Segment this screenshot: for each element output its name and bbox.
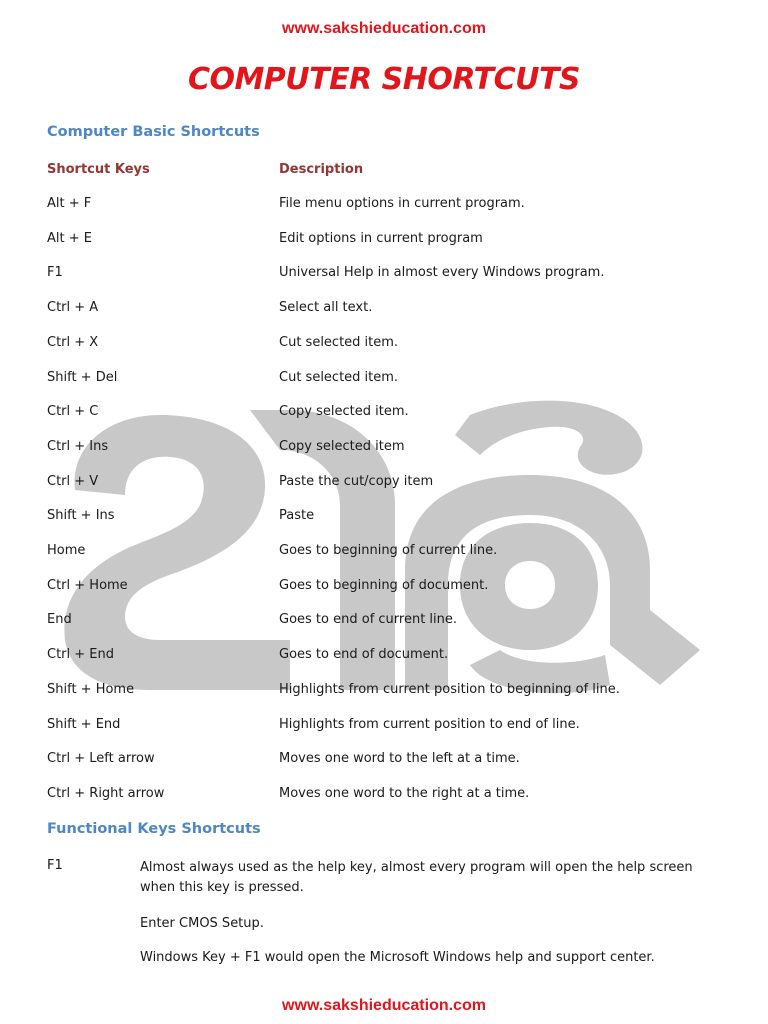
shortcut-description: Copy selected item [279,438,405,454]
shortcut-key: Ctrl + X [47,334,99,350]
function-description-line: Windows Key + F1 would open the Microsoft Windows help and support center. [140,950,655,965]
shortcut-description: Moves one word to the right at a time. [279,785,530,801]
shortcut-description: Universal Help in almost every Windows program. [279,265,605,281]
shortcut-key: Ctrl + Ins [47,438,109,454]
shortcut-key: Shift + Del [47,369,118,385]
table-row [0,300,768,320]
table-row [0,612,768,632]
shortcut-key: Shift + End [47,716,121,732]
table-row [0,474,768,494]
shortcut-description: Edit options in current program [279,230,483,246]
shortcut-description: File menu options in current program. [279,196,525,211]
shortcut-description: Highlights from current position to end of line. [279,716,580,732]
table-row [0,370,768,390]
shortcut-key: Alt + F [47,196,92,211]
functional-shortcuts-heading: Functional Keys Shortcuts [47,821,261,837]
table-row [0,717,768,737]
table-row [0,439,768,459]
shortcut-description: Cut selected item. [279,334,399,350]
table-row [0,751,768,771]
function-key-label: F1 [47,858,63,873]
shortcut-description: Goes to beginning of document. [279,577,489,593]
header-site-url: www.sakshieducation.com [282,20,486,37]
shortcut-description: Highlights from current position to beginning of line. [279,681,620,697]
shortcut-key: End [47,612,72,628]
shortcut-key: Shift + Ins [47,508,115,524]
function-description-line: Enter CMOS Setup. [140,916,264,931]
shortcut-description: Goes to beginning of current line. [279,543,498,558]
description-column-header: Description [279,162,364,177]
shortcut-description: Paste the cut/copy item [279,473,434,489]
shortcut-key: Ctrl + Home [47,577,128,593]
table-row [0,196,768,216]
table-row [0,543,768,563]
shortcut-description: Goes to end of current line. [279,612,458,628]
table-row [0,404,768,424]
basic-shortcuts-heading: Computer Basic Shortcuts [47,124,260,140]
shortcut-description: Paste [279,508,315,524]
table-row [0,786,768,806]
shortcut-description: Goes to end of document. [279,647,449,663]
shortcut-description: Copy selected item. [279,404,409,420]
table-row [0,682,768,702]
table-row [0,265,768,285]
shortcut-key: Ctrl + Left arrow [47,751,155,767]
shortcut-key: F1 [47,265,63,281]
shortcut-key: Ctrl + Right arrow [47,785,165,801]
shortcut-key: Ctrl + V [47,473,99,489]
shortcut-key: Home [47,543,86,558]
shortcut-key: Ctrl + A [47,300,99,316]
shortcut-key: Ctrl + C [47,404,99,420]
function-description-line: Almost always used as the help key, almost every program will open the help screen when this key is pressed. [140,860,693,895]
table-row [0,508,768,528]
table-row [0,578,768,598]
table-row [0,231,768,251]
shortcut-key: Shift + Home [47,681,135,697]
shortcut-key: Ctrl + End [47,647,114,663]
shortcut-description: Cut selected item. [279,369,399,385]
shortcut-keys-column-header: Shortcut Keys [47,162,150,177]
shortcut-description: Select all text. [279,300,373,316]
table-row [0,335,768,355]
shortcut-description: Moves one word to the left at a time. [279,751,520,767]
shortcut-key: Alt + E [47,230,92,246]
footer-site-url: www.sakshieducation.com [282,997,486,1014]
table-row [0,647,768,667]
page-title: COMPUTER SHORTCUTS [187,62,581,97]
